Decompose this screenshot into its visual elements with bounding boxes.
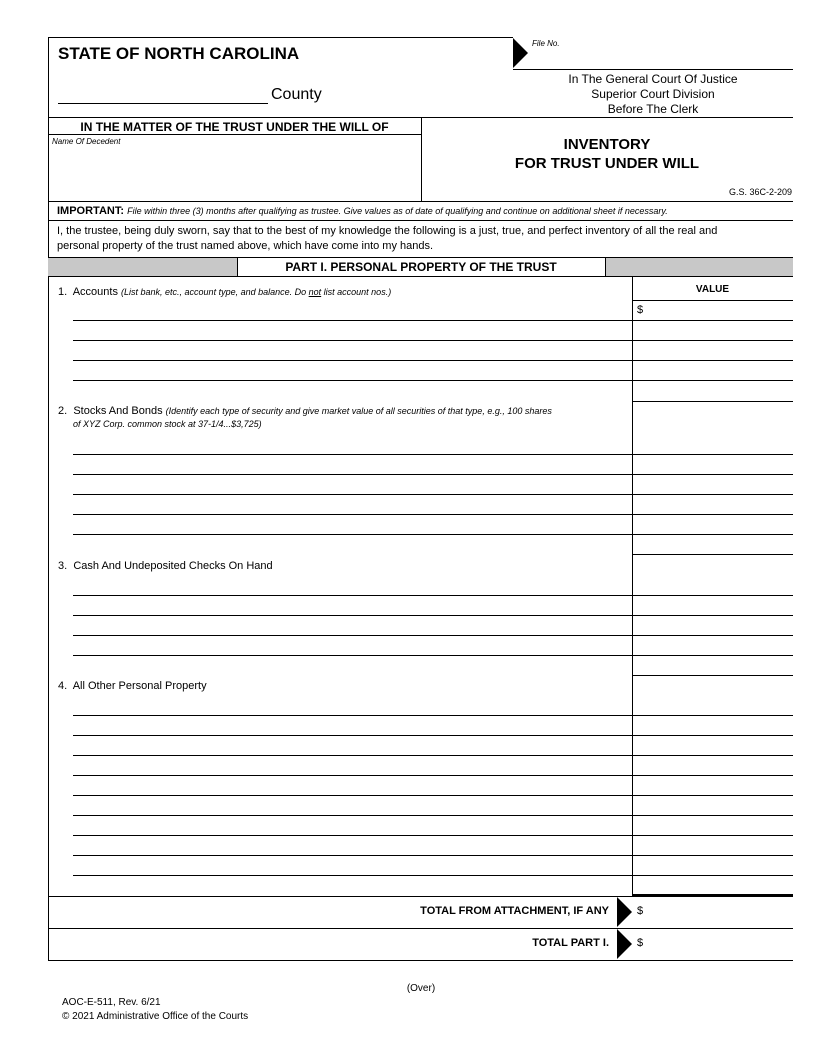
top-border bbox=[48, 37, 513, 38]
matter-heading: IN THE MATTER OF THE TRUST UNDER THE WILL OF bbox=[80, 120, 389, 134]
section-3-title: Cash And Undeposited Checks On Hand bbox=[73, 560, 273, 572]
cash-line-4[interactable] bbox=[73, 655, 793, 656]
decedent-label: Name Of Decedent bbox=[52, 137, 121, 146]
file-no-line bbox=[513, 69, 793, 70]
cash-line-3[interactable] bbox=[73, 635, 793, 636]
decedent-name-input[interactable] bbox=[54, 152, 418, 194]
form-title-line-2: FOR TRUST UNDER WILL bbox=[514, 155, 700, 172]
oath-line-2: personal property of the trust named above, which have come into my hands. bbox=[57, 240, 434, 252]
totals-bottom-line bbox=[48, 960, 793, 961]
cash-line-2[interactable] bbox=[73, 615, 793, 616]
over-text: (Over) bbox=[406, 983, 436, 994]
other-line-4[interactable] bbox=[73, 775, 793, 776]
total-part1-input[interactable] bbox=[648, 934, 792, 954]
section-4-heading: 4. All Other Personal Property bbox=[58, 680, 207, 692]
part1-bar-right bbox=[605, 257, 793, 276]
court-line-2: Superior Court Division bbox=[591, 87, 715, 101]
part1-bar-div-right bbox=[605, 257, 606, 276]
cash-line-1[interactable] bbox=[73, 595, 793, 596]
important-top-line bbox=[48, 201, 793, 202]
total-attachment-dollar: $ bbox=[637, 905, 644, 917]
accounts-line-2[interactable] bbox=[73, 340, 793, 341]
file-no-input[interactable] bbox=[532, 50, 791, 68]
court-line-1: In The General Court Of Justice bbox=[568, 72, 738, 86]
section-2-title: Stocks And Bonds bbox=[73, 405, 163, 417]
county-label: County bbox=[271, 86, 322, 103]
totals-middle-line bbox=[48, 928, 793, 929]
other-line-1[interactable] bbox=[73, 715, 793, 716]
important-text: File within three (3) months after qualifying as trustee. Give values as of date of qualifying and continue on additional sheet if necessary. bbox=[127, 206, 668, 216]
file-no-arrow-icon bbox=[513, 38, 528, 68]
other-line-3[interactable] bbox=[73, 755, 793, 756]
total-attachment-label: TOTAL FROM ATTACHMENT, IF ANY bbox=[420, 905, 609, 917]
form-number: AOC-E-511, Rev. 6/21 bbox=[62, 997, 161, 1008]
court-line-3: Before The Clerk bbox=[607, 102, 699, 116]
cash-value-end bbox=[632, 675, 793, 676]
accounts-line-1[interactable] bbox=[73, 320, 793, 321]
stocks-line-2[interactable] bbox=[73, 474, 793, 475]
section-2-note-line-2: of XYZ Corp. common stock at 37-1/4...$3,725) bbox=[73, 419, 262, 429]
stocks-line-3[interactable] bbox=[73, 494, 793, 495]
oath-line-1: I, the trustee, being duly sworn, say that to the best of my knowledge the following is a just, true, and perfect inventory of all the real and bbox=[57, 225, 718, 237]
part1-title: PART I. PERSONAL PROPERTY OF THE TRUST bbox=[285, 260, 557, 274]
important-row bbox=[57, 205, 668, 217]
section-2-heading: 2. Stocks And Bonds (Identify each type of security and give market value of all securities of that type, e.g., 100 shares bbox=[58, 405, 552, 417]
section-4-title: All Other Personal Property bbox=[72, 680, 207, 692]
total-attachment-input[interactable] bbox=[648, 902, 792, 922]
section-1-title: Accounts bbox=[72, 286, 118, 298]
file-no-label: File No. bbox=[532, 39, 560, 48]
totals-top-line bbox=[48, 896, 793, 897]
stocks-value-end bbox=[632, 554, 793, 555]
accounts-line-3[interactable] bbox=[73, 360, 793, 361]
copyright: © 2021 Administrative Office of the Courts bbox=[62, 1011, 249, 1022]
other-line-7[interactable] bbox=[73, 835, 793, 836]
stocks-line-1[interactable] bbox=[73, 454, 793, 455]
accounts-line-4[interactable] bbox=[73, 380, 793, 381]
county-input[interactable] bbox=[60, 86, 269, 104]
other-line-8[interactable] bbox=[73, 855, 793, 856]
part1-bar-bottom bbox=[48, 276, 793, 277]
total-part1-arrow-icon bbox=[617, 929, 632, 959]
total-attachment-arrow-icon bbox=[617, 897, 632, 927]
other-line-9[interactable] bbox=[73, 875, 793, 876]
stocks-line-5[interactable] bbox=[73, 534, 793, 535]
value-header-line bbox=[632, 300, 793, 301]
value-dollar-sign: $ bbox=[637, 304, 644, 316]
important-label: IMPORTANT: bbox=[57, 205, 125, 217]
left-border bbox=[48, 37, 49, 961]
form-title-line-1: INVENTORY bbox=[563, 136, 651, 153]
state-title: STATE OF NORTH CAROLINA bbox=[58, 44, 300, 63]
accounts-value-end bbox=[632, 401, 793, 402]
part1-bar-top bbox=[48, 257, 793, 258]
other-line-2[interactable] bbox=[73, 735, 793, 736]
section-3-heading: 3. Cash And Undeposited Checks On Hand bbox=[58, 560, 273, 572]
part1-bar-left bbox=[48, 257, 237, 276]
important-bottom-line bbox=[48, 220, 793, 221]
stocks-line-4[interactable] bbox=[73, 514, 793, 515]
statute-ref: G.S. 36C-2-209 bbox=[728, 187, 792, 197]
other-line-6[interactable] bbox=[73, 815, 793, 816]
total-part1-dollar: $ bbox=[637, 937, 644, 949]
other-line-5[interactable] bbox=[73, 795, 793, 796]
value-header: VALUE bbox=[695, 284, 730, 295]
value-column-divider bbox=[632, 276, 633, 896]
matter-heading-line bbox=[48, 134, 421, 135]
total-part1-label: TOTAL PART I. bbox=[532, 937, 609, 949]
section-1-heading: 1. Accounts (List bank, etc., account type, and balance. Do not list account nos.) bbox=[58, 286, 392, 298]
